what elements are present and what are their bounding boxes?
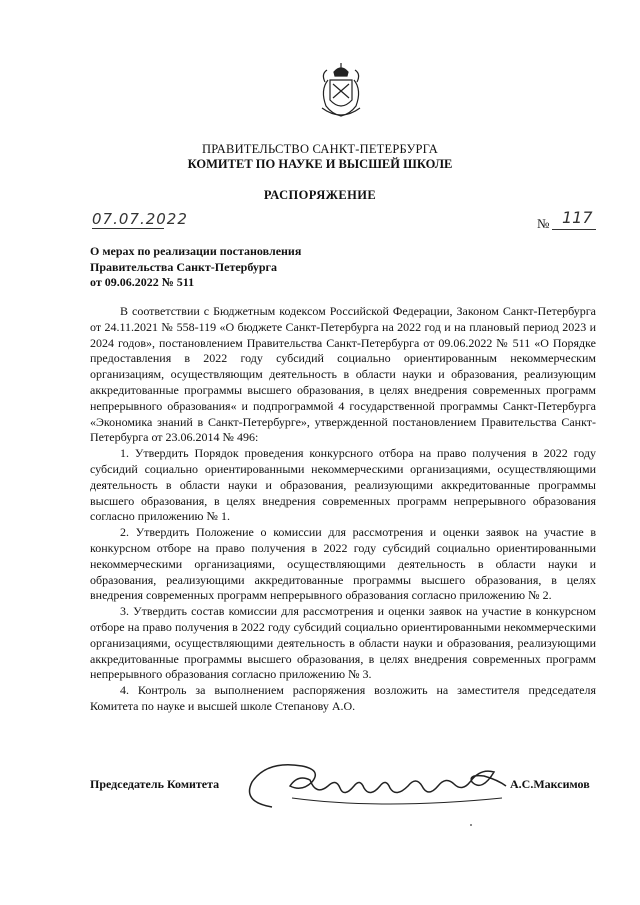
document-body	[90, 304, 596, 715]
clause-paragraph: 2. Утвердить Положение о комиссии для рассмотрения и оценки заявок на участие в конкурсном отборе на право получения в 2022 году субсидий социально ориентированными некоммерческими организациями, осуществляющими деятельность в области науки и образования, реализующими аккредитованные программы высшего образования, в целях внедрения современных программ непрерывного образования согласно приложению № 2.	[90, 525, 596, 603]
document-subject	[90, 244, 301, 291]
signatory-role: Председатель Комитета	[90, 777, 220, 791]
number-underline	[552, 229, 596, 230]
document-number: 117	[562, 208, 593, 227]
coat-of-arms-emblem	[316, 62, 366, 120]
document-type: РАСПОРЯЖЕНИЕ	[263, 188, 377, 202]
committee-title: КОМИТЕТ ПО НАУКЕ И ВЫСШЕЙ ШКОЛЕ	[187, 157, 453, 171]
handwritten-signature	[232, 752, 522, 822]
clause-paragraph: 3. Утвердить состав комиссии для рассмотрения и оценки заявок на участие в конкурсном отборе на право получения в 2022 году субсидий социально ориентированными некоммерческими организациями, осуществляющими деятельность в области науки и образования, реализующими аккредитованные программы высшего образования, в целях внедрения современных программ непрерывного образования согласно приложению № 3.	[90, 604, 596, 682]
number-label: №	[537, 216, 550, 231]
clause-paragraph: 1. Утвердить Порядок проведения конкурсного отбора на право получения в 2022 году субсидий социально ориентированными некоммерческими организациями, осуществляющими деятельность в области науки и образования, реализующими аккредитованные программы высшего образования, в целях внедрения современных программ непрерывного образования согласно приложению № 1.	[90, 446, 596, 524]
signatory-name: А.С.Максимов	[510, 777, 590, 791]
subject-line: Правительства Санкт-Петербурга	[90, 259, 278, 274]
subject-line: от 09.06.2022 № 511	[90, 275, 195, 289]
document-date: 07.07.2022	[92, 210, 188, 228]
government-title: ПРАВИТЕЛЬСТВО САНКТ-ПЕТЕРБУРГА	[202, 142, 438, 156]
preamble-paragraph: В соответствии с Бюджетным кодексом Российской Федерации, Законом Санкт-Петербурга от 24.11.2021 № 558-119 «О бюджете Санкт-Петербурга на 2022 год и на плановый период 2023 и 2024 годов», постановлением Правительства Санкт-Петербурга от 09.06.2022 № 511 «О Порядке предоставления в 2022 году субсидий социально ориентированным некоммерческим организациям, осуществляющим деятельность в области науки и образования, реализующим аккредитованные программы высшего образования, в целях внедрения современных программ непрерывного образования« и подпрограммой 4 государственной программы Санкт-Петербурга «Экономика знаний в Санкт-Петербурге», утвержденной постановлением Правительства Санкт-Петербурга от 23.06.2014 № 496:	[90, 304, 596, 445]
clause-paragraph: 4. Контроль за выполнением распоряжения возложить на заместителя председателя Комитета по науке и высшей школе Степанову А.О.	[90, 683, 596, 713]
scan-speck	[470, 824, 472, 826]
subject-line: О мерах по реализации постановления	[90, 244, 302, 258]
date-underline	[92, 228, 164, 229]
